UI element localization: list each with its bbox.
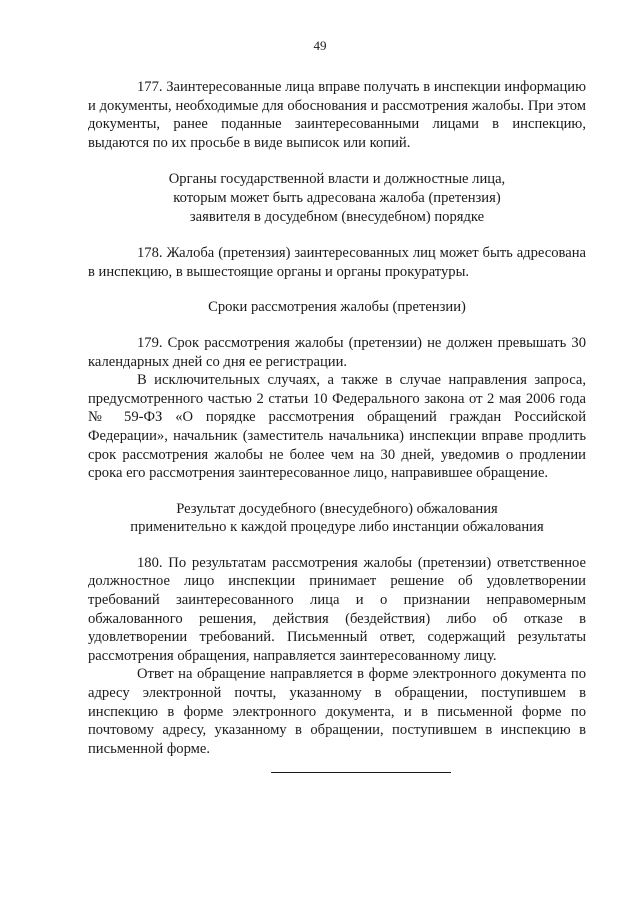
closing-rule — [271, 772, 451, 773]
heading-line: которым может быть адресована жалоба (претензия) — [173, 189, 501, 206]
heading-line: Органы государственной власти и должностные лица, — [168, 171, 506, 188]
heading-authorities — [88, 170, 586, 226]
paragraph-177: 177. Заинтересованные лица вправе получать в инспекции информацию и документы, необходимые для обоснования и рассмотрения жалобы. При этом документы, ранее поданные заинтересованными лицами в инспекцию, выдаются по их просьбе в виде выписок или копий. — [88, 79, 586, 151]
paragraph-180: 180. По результатам рассмотрения жалобы (претензии) ответственное должностное лицо инспекции принимает решение об удовлетворении требований заинтересованного лица и о признании неправомерным обжалованного решения, действия (бездействия) либо об отказе в удовлетворении требований. Письменный ответ, содержащий результаты рассмотрения обращения, направляется заинтересованному лицу. — [88, 554, 586, 664]
paragraph-180-response: Ответ на обращение направляется в форме электронного документа по адресу электронной почты, указанному в обращении, поступившем в инспекцию в форме электронного документа, и в письменной форме по почтовому адресу, указанному в обращении, поступившем в инспекцию в письменной форме. — [88, 666, 586, 757]
paragraph-178: 178. Жалоба (претензия) заинтересованных лиц может быть адресована в инспекцию, в вышестоящие органы и органы прокуратуры. — [88, 245, 586, 280]
heading-line: заявителя в досудебном (внесудебном) порядке — [189, 208, 485, 225]
document-body — [88, 78, 586, 773]
paragraph-179: 179. Срок рассмотрения жалобы (претензии) не должен превышать 30 календарных дней со дня ее регистрации. — [88, 334, 586, 370]
page-number: 49 — [313, 38, 327, 53]
heading-terms: Сроки рассмотрения жалобы (претензии) — [208, 299, 466, 316]
paragraph-179-extension: В исключительных случаях, а также в случае направления запроса, предусмотренного частью 2 статьи 10 Федерального закона от 2 мая 2006 года № 59-ФЗ «О порядке рассмотрения обращений граждан Российской Федерации», начальник (заместитель начальника) инспекции вправе продлить срок рассмотрения жалобы не более чем на 30 дней, уведомив о продлении срока его рассмотрения заинтересованное лицо, направившее обращение. — [88, 372, 586, 482]
heading-line: Результат досудебного (внесудебного) обжалования — [176, 500, 498, 517]
heading-result — [88, 500, 586, 537]
heading-line: применительно к каждой процедуре либо инстанции обжалования — [130, 519, 544, 536]
